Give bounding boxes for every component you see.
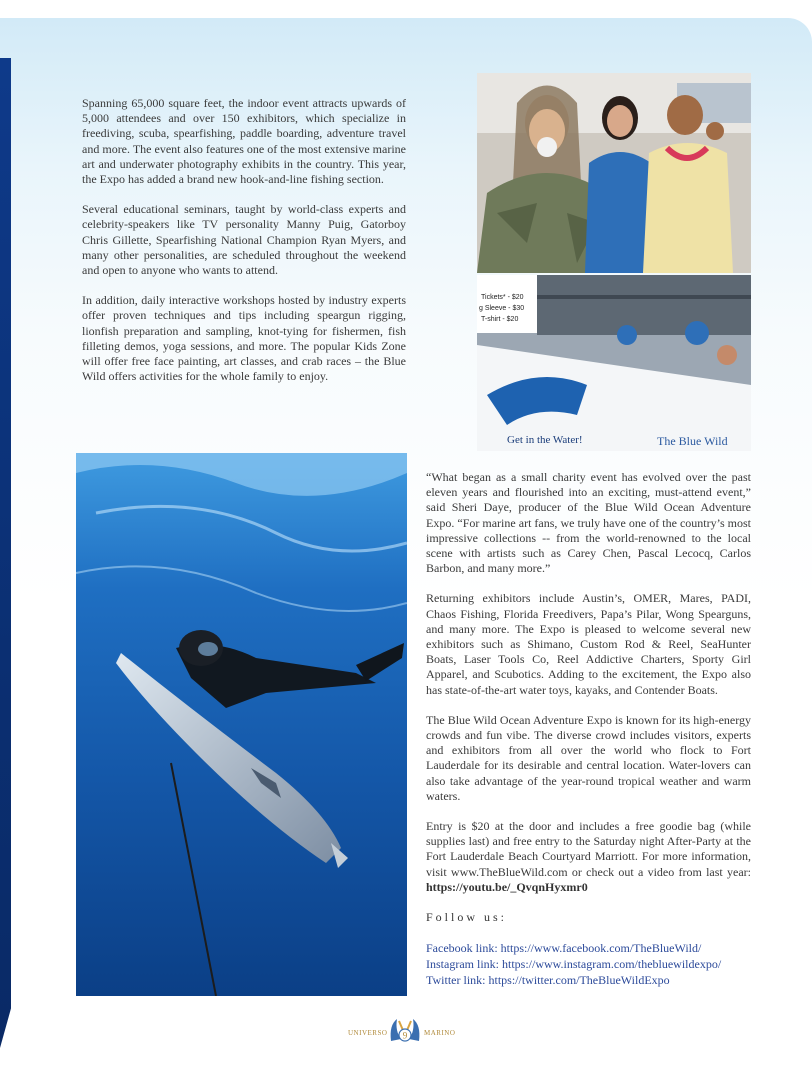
footer-universo: UNIVERSO [348, 1029, 388, 1037]
video-link[interactable]: https://youtu.be/_QvqnHyxmr0 [426, 879, 588, 894]
social-links [426, 940, 751, 988]
footer-marino: MARINO [424, 1029, 456, 1037]
entry-text: Entry is $20 at the door and includes a free goodie bag (while supplies last) and free entry to the Saturday night After-Party at the Fort Lauderdale Beach Courtyard Marriott. For more information, visit www.TheBlueWild.com or check out a video from last year: [426, 819, 751, 879]
left-column [82, 96, 406, 399]
underwater-photo [76, 453, 407, 996]
paragraph-entry [426, 819, 751, 895]
paragraph-venue: Spanning 65,000 square feet, the indoor event attracts upwards of 5,000 attendees and over 150 exhibitors, which specialize in freediving, scuba, spearfishing, paddle boarding, adventure travel and more. The event also features one of the most extensive marine art and underwater photography exhibits in the country. This year, the Expo has added a brand new hook-and-line fishing section. [82, 96, 406, 187]
paragraph-exhibitors: Returning exhibitors include Austin’s, OMER, Mares, PADI, Chaos Fishing, Florida Freedivers, Papa’s Pilar, Wong Spearguns, and many more. The Expo is pleased to welcome several new exhibitors such as Shimano, Custom Rod & Reel, SeaHunter Boats, Laser Tools Co, Reel Addictive Charters, Sporty Girl Apparel, and Scubotics. Adding to the excitement, the Expo also has state-of-the-art water toys, kayaks, and Contender Boats. [426, 591, 751, 697]
group-photo [477, 73, 751, 273]
twitter-link[interactable]: Twitter link: https://twitter.com/TheBlueWildExpo [426, 973, 670, 988]
page-number: 9 [402, 1030, 408, 1041]
instagram-link[interactable]: Instagram link: https://www.instagram.com/thebluewildexpo/ [426, 957, 722, 972]
follow-us-title: Follow us: [426, 910, 508, 925]
paragraph-vibe: The Blue Wild Ocean Adventure Expo is known for its high-energy crowds and fun vibe. The diverse crowd includes visitors, experts and exhibitors from all over the world who flock to Fort Lauderdale for its desirable and central location. Water-lovers can also take advantage of the year-round tropical weather and warm waters. [426, 712, 751, 803]
booth-photo [477, 275, 751, 451]
footer [0, 1013, 812, 1047]
booth-shirt-text: Get in the Water! [507, 434, 583, 446]
paragraph-quote: “What began as a small charity event has evolved over the past eleven years and flourished into an exciting, must-attend event,” said Sheri Daye, producer of the Blue Wild Ocean Adventure Expo. “For marine art fans, we truly have one of the country’s most impressive collections -- from the world-renowned to the local scene with artists such as Carey Chen, Pascal Lecocq, Carlos Barbon, and many more.” [426, 470, 751, 576]
left-accent-bar [0, 58, 11, 1048]
booth-brand-text: The Blue Wild [657, 434, 728, 448]
paragraph-seminars: Several educational seminars, taught by world-class experts and celebrity-speakers like TV personality Manny Puig, Gatorboy Chris Gillette, Spearfishing National Champion Ryan Myers, and many other personalities, are scheduled throughout the weekend and open to anyone who wants to attend. [82, 202, 406, 278]
top-band [0, 0, 812, 20]
paragraph-workshops: In addition, daily interactive workshops hosted by industry experts offer proven techniques and tips including speargun rigging, lionfish preparation and sampling, knot-tying for fishermen, fish filleting demos, yoga sessions, and more. The popular Kids Zone will offer free face painting, art classes, and crab races – the Blue Wild offers activities for the whole family to enjoy. [82, 293, 406, 384]
price-sign-line-2: g Sleeve - $30 [479, 305, 525, 312]
right-column [426, 470, 751, 988]
price-sign-line-3: T-shirt - $20 [481, 316, 519, 323]
facebook-link[interactable]: Facebook link: https://www.facebook.com/TheBlueWild/ [426, 941, 702, 956]
price-sign-line-1: Tickets* - $20 [481, 294, 524, 301]
universo-marino-logo-icon [387, 1015, 423, 1045]
